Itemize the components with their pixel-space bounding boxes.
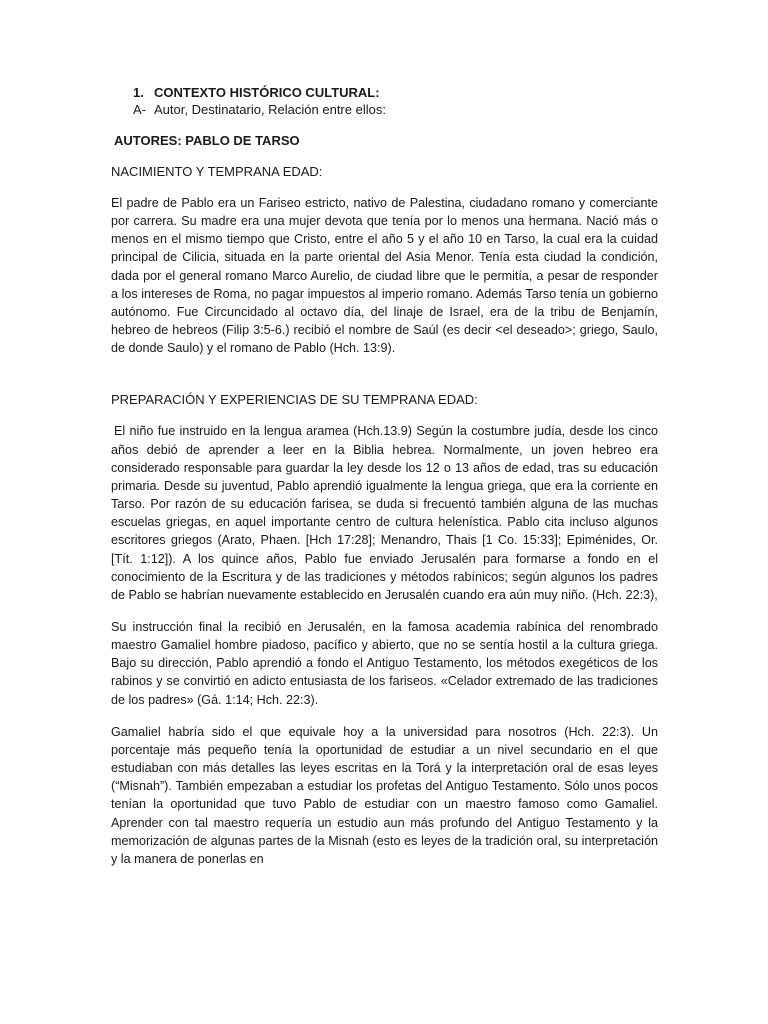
list-item-title: CONTEXTO HISTÓRICO CULTURAL: [154,85,380,100]
section-heading-preparacion: PREPARACIÓN Y EXPERIENCIAS DE SU TEMPRANA EDAD: [111,392,478,408]
sub-item-letter: A- [133,102,146,117]
sub-item-autor [111,101,658,118]
paragraph-preparacion-1: El niño fue instruido en la lengua aramea (Hch.13.9) Según la costumbre judía, desde los cinco años debió de aprender a leer en la Biblia hebrea. Normalmente, un joven hebreo era considerado responsable para guardar la ley desde los 12 o 13 años de edad, tras su educación primaria. Desde su juventud, Pablo aprendió igualmente la lengua griega, que era la corriente en Tarso. Por razón de su educación farisea, se duda si frecuentó también alguna de las muchas escuelas griegas, en aquel importante centro de cultura helenística. Pablo cita incluso algunos escritores griegos (Arato, Phaen. [Hch 17:28]; Menandro, Thais [1 Co. 15:33]; Epiménides, Or. [Tít. 1:12]). A los quince años, Pablo fue enviado Jerusalén para formarse a fondo en el conocimiento de la Escritura y de las tradiciones y métodos rabínicos; según algunos los padres de Pablo se habrían nuevamente establecido en Jerusalén cuando era aún muy niño. (Hch. 22:3), [111,424,658,602]
paragraph-preparacion-3: Gamaliel habría sido el que equivale hoy a la universidad para nosotros (Hch. 22:3). Un porcentaje más pequeño tenía la oportunidad de estudiar a un nivel secundario en el que estudiaban con más detalles las leyes escritas en la Torá y la interpretación oral de esas leyes (“Misnah”). También empezaban a estudiar los profetas del Antiguo Testamento. Sólo unos pocos tenían la oportunidad que tuvo Pablo de estudiar con un maestro famoso como Gamaliel. Aprender con tal maestro requería un estudio aun más profundo del Antiguo Testamento y la memorización de algunas partes de la Misnah (esto es leyes de la tradición oral, su interpretación y la manera de ponerlas en [111,724,658,866]
paragraph-preparacion-2: Su instrucción final la recibió en Jerusalén, en la famosa academia rabínica del renombrado maestro Gamaliel hombre piadoso, pacífico y abierto, que no se sentía hostil a la cultura griega. Bajo su dirección, Pablo aprendió a fondo el Antiguo Testamento, los métodos exegéticos de los rabinos y se convirtió en adicto entusiasta de los fariseos. «Celador extremado de las tradiciones de los padres» (Gá. 1:14; Hch. 22:3). [111,619,658,707]
document-page [111,84,658,868]
section-heading-nacimiento: NACIMIENTO Y TEMPRANA EDAD: [111,164,323,179]
list-item-number: 1. [133,85,144,100]
list-item-contexto [111,84,658,101]
authors-heading: AUTORES: PABLO DE TARSO [114,133,300,148]
paragraph-nacimiento: El padre de Pablo era un Fariseo estricto, nativo de Palestina, ciudadano romano y comerciante por carrera. Su madre era una mujer devota que tenía por lo menos una hermana. Nació más o menos en el mismo tiempo que Cristo, entre el año 5 y el año 10 en Tarso, la cual era la cuidad principal de Cilicia, situada en la parte oriental del Asia Menor. Tenía esta ciudad la condición, dada por el general romano Marco Aurelio, de ciudad libre que le permitía, a pesar de responder a los intereses de Roma, no pagar impuestos al imperio romano. Además Tarso tenía un gobierno autónomo. Fue Circuncidado al octavo día, del linaje de Israel, era de la tribu de Benjamín, hebreo de hebreos (Filip 3:5-6.) recibió el nombre de Saúl (es decir <el deseado>; griego, Saulo, de donde Saulo) y el romano de Pablo (Hch. 13:9). [111,196,658,356]
sub-item-text: Autor, Destinatario, Relación entre ellos: [154,102,386,117]
